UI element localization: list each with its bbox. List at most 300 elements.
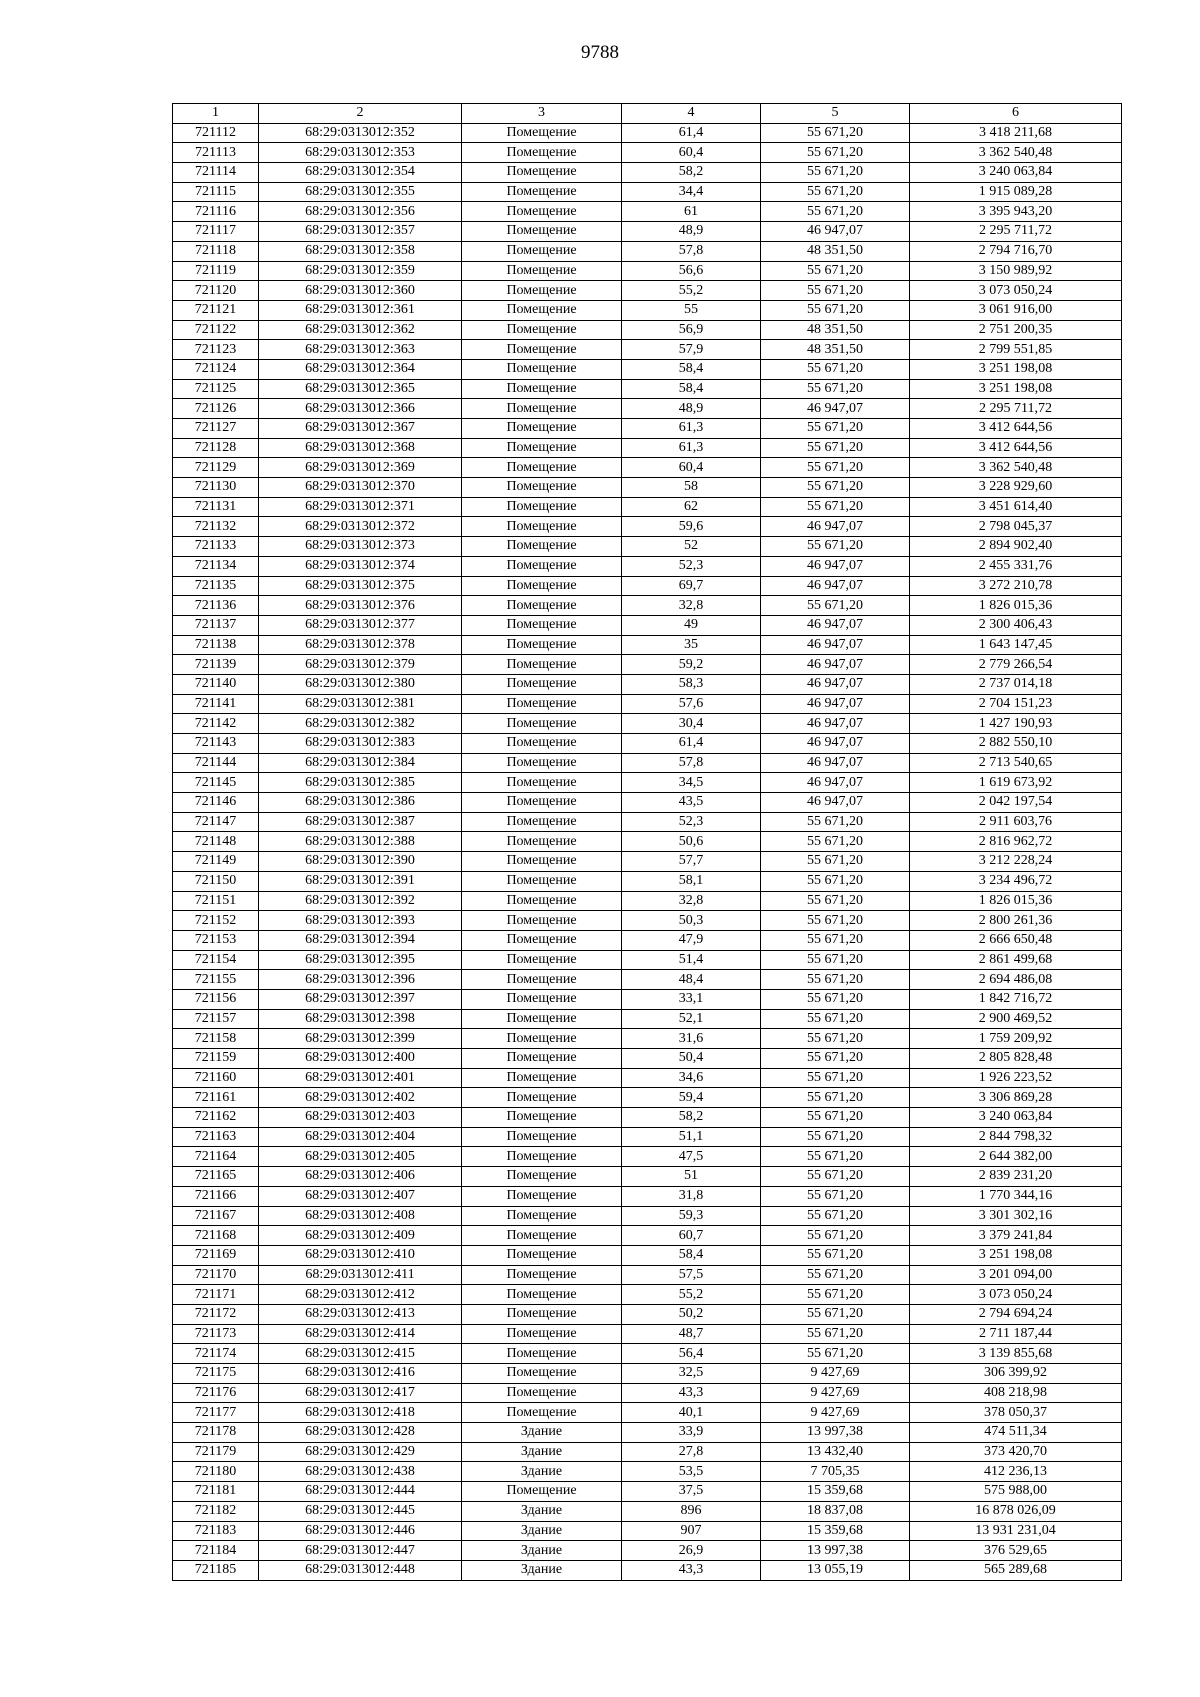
cell-area: 58,4 bbox=[622, 379, 761, 399]
cell-specific-value: 55 671,20 bbox=[761, 812, 910, 832]
cell-number: 721168 bbox=[173, 1226, 259, 1246]
cell-cadastral-number: 68:29:0313012:404 bbox=[259, 1127, 462, 1147]
table-row bbox=[173, 1068, 1122, 1088]
cell-cadastral-number: 68:29:0313012:365 bbox=[259, 379, 462, 399]
cell-area: 59,2 bbox=[622, 655, 761, 675]
cell-number: 721181 bbox=[173, 1482, 259, 1502]
cell-specific-value: 46 947,07 bbox=[761, 615, 910, 635]
cell-area: 57,8 bbox=[622, 753, 761, 773]
cell-specific-value: 46 947,07 bbox=[761, 556, 910, 576]
cell-number: 721185 bbox=[173, 1560, 259, 1580]
cell-cadastral-number: 68:29:0313012:354 bbox=[259, 163, 462, 183]
table-row bbox=[173, 281, 1122, 301]
cell-specific-value: 55 671,20 bbox=[761, 438, 910, 458]
cell-object-type: Помещение bbox=[462, 1009, 622, 1029]
cell-area: 34,5 bbox=[622, 773, 761, 793]
column-header: 2 bbox=[259, 104, 462, 124]
cell-object-type: Помещение bbox=[462, 182, 622, 202]
cell-number: 721175 bbox=[173, 1364, 259, 1384]
cell-cadastral-number: 68:29:0313012:386 bbox=[259, 793, 462, 813]
cell-cadastral-number: 68:29:0313012:411 bbox=[259, 1265, 462, 1285]
table-row bbox=[173, 1324, 1122, 1344]
cell-object-type: Помещение bbox=[462, 1285, 622, 1305]
cell-number: 721160 bbox=[173, 1068, 259, 1088]
cell-object-type: Помещение bbox=[462, 1482, 622, 1502]
cell-cadastral-number: 68:29:0313012:412 bbox=[259, 1285, 462, 1305]
cell-area: 47,5 bbox=[622, 1147, 761, 1167]
cell-area: 907 bbox=[622, 1521, 761, 1541]
cell-cadastral-value: 2 900 469,52 bbox=[910, 1009, 1122, 1029]
table-row bbox=[173, 419, 1122, 439]
cell-number: 721137 bbox=[173, 615, 259, 635]
cell-specific-value: 55 671,20 bbox=[761, 1226, 910, 1246]
table-row bbox=[173, 852, 1122, 872]
cell-area: 60,7 bbox=[622, 1226, 761, 1246]
cell-number: 721154 bbox=[173, 950, 259, 970]
cell-area: 58,4 bbox=[622, 1245, 761, 1265]
registry-table bbox=[172, 103, 1122, 1581]
cell-number: 721178 bbox=[173, 1423, 259, 1443]
cell-area: 30,4 bbox=[622, 714, 761, 734]
cell-cadastral-value: 2 816 962,72 bbox=[910, 832, 1122, 852]
cell-area: 57,7 bbox=[622, 852, 761, 872]
cell-cadastral-number: 68:29:0313012:447 bbox=[259, 1541, 462, 1561]
cell-cadastral-value: 3 240 063,84 bbox=[910, 163, 1122, 183]
cell-area: 60,4 bbox=[622, 143, 761, 163]
cell-cadastral-value: 2 300 406,43 bbox=[910, 615, 1122, 635]
column-header: 6 bbox=[910, 104, 1122, 124]
cell-cadastral-number: 68:29:0313012:395 bbox=[259, 950, 462, 970]
cell-number: 721133 bbox=[173, 537, 259, 557]
cell-cadastral-value: 3 139 855,68 bbox=[910, 1344, 1122, 1364]
table-row bbox=[173, 340, 1122, 360]
cell-object-type: Помещение bbox=[462, 753, 622, 773]
cell-cadastral-value: 3 379 241,84 bbox=[910, 1226, 1122, 1246]
cell-object-type: Помещение bbox=[462, 852, 622, 872]
cell-cadastral-value: 3 251 198,08 bbox=[910, 359, 1122, 379]
cell-specific-value: 46 947,07 bbox=[761, 576, 910, 596]
table-row bbox=[173, 714, 1122, 734]
cell-number: 721184 bbox=[173, 1541, 259, 1561]
cell-object-type: Здание bbox=[462, 1462, 622, 1482]
cell-area: 57,5 bbox=[622, 1265, 761, 1285]
cell-number: 721126 bbox=[173, 399, 259, 419]
cell-specific-value: 13 997,38 bbox=[761, 1541, 910, 1561]
table-row bbox=[173, 1088, 1122, 1108]
cell-number: 721158 bbox=[173, 1029, 259, 1049]
cell-specific-value: 55 671,20 bbox=[761, 497, 910, 517]
cell-cadastral-number: 68:29:0313012:358 bbox=[259, 241, 462, 261]
cell-cadastral-number: 68:29:0313012:402 bbox=[259, 1088, 462, 1108]
cell-cadastral-value: 3 362 540,48 bbox=[910, 458, 1122, 478]
cell-cadastral-value: 373 420,70 bbox=[910, 1442, 1122, 1462]
cell-number: 721113 bbox=[173, 143, 259, 163]
cell-number: 721115 bbox=[173, 182, 259, 202]
cell-object-type: Помещение bbox=[462, 340, 622, 360]
cell-cadastral-value: 1 926 223,52 bbox=[910, 1068, 1122, 1088]
cell-cadastral-value: 13 931 231,04 bbox=[910, 1521, 1122, 1541]
table-row bbox=[173, 202, 1122, 222]
cell-cadastral-number: 68:29:0313012:379 bbox=[259, 655, 462, 675]
cell-area: 48,7 bbox=[622, 1324, 761, 1344]
cell-area: 58,2 bbox=[622, 1108, 761, 1128]
cell-number: 721135 bbox=[173, 576, 259, 596]
cell-number: 721150 bbox=[173, 871, 259, 891]
table-row bbox=[173, 989, 1122, 1009]
cell-area: 896 bbox=[622, 1501, 761, 1521]
cell-cadastral-number: 68:29:0313012:391 bbox=[259, 871, 462, 891]
cell-area: 40,1 bbox=[622, 1403, 761, 1423]
cell-specific-value: 55 671,20 bbox=[761, 1206, 910, 1226]
cell-cadastral-value: 2 894 902,40 bbox=[910, 537, 1122, 557]
cell-cadastral-number: 68:29:0313012:373 bbox=[259, 537, 462, 557]
cell-area: 31,8 bbox=[622, 1186, 761, 1206]
cell-cadastral-value: 2 042 197,54 bbox=[910, 793, 1122, 813]
cell-cadastral-value: 1 759 209,92 bbox=[910, 1029, 1122, 1049]
cell-number: 721165 bbox=[173, 1167, 259, 1187]
cell-cadastral-value: 412 236,13 bbox=[910, 1462, 1122, 1482]
cell-specific-value: 46 947,07 bbox=[761, 517, 910, 537]
cell-object-type: Помещение bbox=[462, 1108, 622, 1128]
table-row bbox=[173, 930, 1122, 950]
cell-cadastral-number: 68:29:0313012:383 bbox=[259, 734, 462, 754]
cell-area: 31,6 bbox=[622, 1029, 761, 1049]
cell-object-type: Помещение bbox=[462, 241, 622, 261]
cell-object-type: Помещение bbox=[462, 1383, 622, 1403]
cell-cadastral-value: 1 826 015,36 bbox=[910, 891, 1122, 911]
cell-specific-value: 9 427,69 bbox=[761, 1383, 910, 1403]
table-row bbox=[173, 182, 1122, 202]
cell-area: 52 bbox=[622, 537, 761, 557]
cell-specific-value: 46 947,07 bbox=[761, 714, 910, 734]
cell-object-type: Помещение bbox=[462, 143, 622, 163]
cell-area: 35 bbox=[622, 635, 761, 655]
table-row bbox=[173, 241, 1122, 261]
cell-cadastral-value: 3 073 050,24 bbox=[910, 1285, 1122, 1305]
cell-object-type: Помещение bbox=[462, 1088, 622, 1108]
cell-object-type: Здание bbox=[462, 1442, 622, 1462]
cell-cadastral-value: 474 511,34 bbox=[910, 1423, 1122, 1443]
cell-object-type: Помещение bbox=[462, 793, 622, 813]
cell-cadastral-number: 68:29:0313012:438 bbox=[259, 1462, 462, 1482]
cell-cadastral-number: 68:29:0313012:360 bbox=[259, 281, 462, 301]
cell-object-type: Здание bbox=[462, 1521, 622, 1541]
cell-area: 32,5 bbox=[622, 1364, 761, 1384]
cell-cadastral-value: 3 251 198,08 bbox=[910, 1245, 1122, 1265]
table-row bbox=[173, 517, 1122, 537]
cell-specific-value: 55 671,20 bbox=[761, 1088, 910, 1108]
cell-number: 721149 bbox=[173, 852, 259, 872]
cell-object-type: Помещение bbox=[462, 222, 622, 242]
cell-number: 721148 bbox=[173, 832, 259, 852]
cell-cadastral-value: 3 412 644,56 bbox=[910, 419, 1122, 439]
cell-specific-value: 48 351,50 bbox=[761, 340, 910, 360]
cell-area: 59,3 bbox=[622, 1206, 761, 1226]
cell-object-type: Помещение bbox=[462, 537, 622, 557]
table-row bbox=[173, 497, 1122, 517]
cell-specific-value: 15 359,68 bbox=[761, 1482, 910, 1502]
table-row bbox=[173, 1265, 1122, 1285]
cell-cadastral-number: 68:29:0313012:394 bbox=[259, 930, 462, 950]
table-row bbox=[173, 1285, 1122, 1305]
cell-cadastral-number: 68:29:0313012:401 bbox=[259, 1068, 462, 1088]
cell-cadastral-number: 68:29:0313012:392 bbox=[259, 891, 462, 911]
cell-area: 55 bbox=[622, 300, 761, 320]
cell-cadastral-value: 2 794 716,70 bbox=[910, 241, 1122, 261]
cell-cadastral-value: 2 779 266,54 bbox=[910, 655, 1122, 675]
cell-area: 52,3 bbox=[622, 556, 761, 576]
cell-number: 721128 bbox=[173, 438, 259, 458]
cell-cadastral-value: 3 212 228,24 bbox=[910, 852, 1122, 872]
cell-cadastral-value: 565 289,68 bbox=[910, 1560, 1122, 1580]
cell-area: 51,4 bbox=[622, 950, 761, 970]
cell-cadastral-number: 68:29:0313012:397 bbox=[259, 989, 462, 1009]
cell-area: 55,2 bbox=[622, 1285, 761, 1305]
cell-cadastral-value: 1 826 015,36 bbox=[910, 596, 1122, 616]
cell-cadastral-number: 68:29:0313012:407 bbox=[259, 1186, 462, 1206]
cell-object-type: Помещение bbox=[462, 399, 622, 419]
cell-number: 721170 bbox=[173, 1265, 259, 1285]
cell-number: 721146 bbox=[173, 793, 259, 813]
cell-specific-value: 46 947,07 bbox=[761, 399, 910, 419]
table-row bbox=[173, 674, 1122, 694]
cell-cadastral-value: 2 844 798,32 bbox=[910, 1127, 1122, 1147]
table-row bbox=[173, 1364, 1122, 1384]
cell-cadastral-number: 68:29:0313012:377 bbox=[259, 615, 462, 635]
cell-cadastral-value: 2 737 014,18 bbox=[910, 674, 1122, 694]
cell-object-type: Помещение bbox=[462, 674, 622, 694]
cell-area: 61,4 bbox=[622, 734, 761, 754]
cell-cadastral-value: 2 704 151,23 bbox=[910, 694, 1122, 714]
cell-cadastral-number: 68:29:0313012:375 bbox=[259, 576, 462, 596]
cell-cadastral-value: 2 694 486,08 bbox=[910, 970, 1122, 990]
cell-object-type: Помещение bbox=[462, 1049, 622, 1069]
cell-specific-value: 46 947,07 bbox=[761, 635, 910, 655]
cell-object-type: Помещение bbox=[462, 261, 622, 281]
cell-cadastral-number: 68:29:0313012:372 bbox=[259, 517, 462, 537]
table-row bbox=[173, 1442, 1122, 1462]
cell-area: 43,3 bbox=[622, 1560, 761, 1580]
cell-object-type: Помещение bbox=[462, 1245, 622, 1265]
cell-area: 33,1 bbox=[622, 989, 761, 1009]
cell-number: 721132 bbox=[173, 517, 259, 537]
cell-number: 721161 bbox=[173, 1088, 259, 1108]
cell-cadastral-value: 3 362 540,48 bbox=[910, 143, 1122, 163]
cell-specific-value: 55 671,20 bbox=[761, 1245, 910, 1265]
cell-number: 721118 bbox=[173, 241, 259, 261]
cell-area: 37,5 bbox=[622, 1482, 761, 1502]
cell-cadastral-number: 68:29:0313012:413 bbox=[259, 1304, 462, 1324]
cell-cadastral-number: 68:29:0313012:415 bbox=[259, 1344, 462, 1364]
cell-object-type: Помещение bbox=[462, 438, 622, 458]
cell-specific-value: 13 055,19 bbox=[761, 1560, 910, 1580]
cell-number: 721155 bbox=[173, 970, 259, 990]
cell-area: 51,1 bbox=[622, 1127, 761, 1147]
cell-specific-value: 55 671,20 bbox=[761, 1186, 910, 1206]
cell-specific-value: 55 671,20 bbox=[761, 202, 910, 222]
cell-cadastral-value: 2 713 540,65 bbox=[910, 753, 1122, 773]
cell-object-type: Помещение bbox=[462, 379, 622, 399]
cell-cadastral-number: 68:29:0313012:393 bbox=[259, 911, 462, 931]
cell-number: 721116 bbox=[173, 202, 259, 222]
cell-object-type: Помещение bbox=[462, 123, 622, 143]
table-row bbox=[173, 1403, 1122, 1423]
cell-area: 48,9 bbox=[622, 222, 761, 242]
cell-number: 721117 bbox=[173, 222, 259, 242]
cell-number: 721138 bbox=[173, 635, 259, 655]
cell-object-type: Помещение bbox=[462, 1403, 622, 1423]
cell-cadastral-number: 68:29:0313012:376 bbox=[259, 596, 462, 616]
cell-number: 721166 bbox=[173, 1186, 259, 1206]
table-row bbox=[173, 891, 1122, 911]
cell-area: 61,4 bbox=[622, 123, 761, 143]
cell-cadastral-value: 2 644 382,00 bbox=[910, 1147, 1122, 1167]
cell-specific-value: 18 837,08 bbox=[761, 1501, 910, 1521]
cell-object-type: Помещение bbox=[462, 891, 622, 911]
table-row bbox=[173, 320, 1122, 340]
cell-number: 721159 bbox=[173, 1049, 259, 1069]
cell-object-type: Помещение bbox=[462, 1304, 622, 1324]
cell-cadastral-value: 1 643 147,45 bbox=[910, 635, 1122, 655]
cell-specific-value: 55 671,20 bbox=[761, 419, 910, 439]
cell-area: 27,8 bbox=[622, 1442, 761, 1462]
table-row bbox=[173, 615, 1122, 635]
cell-object-type: Помещение bbox=[462, 458, 622, 478]
cell-area: 58,2 bbox=[622, 163, 761, 183]
cell-specific-value: 46 947,07 bbox=[761, 674, 910, 694]
cell-specific-value: 55 671,20 bbox=[761, 911, 910, 931]
cell-area: 26,9 bbox=[622, 1541, 761, 1561]
cell-area: 62 bbox=[622, 497, 761, 517]
cell-number: 721163 bbox=[173, 1127, 259, 1147]
cell-specific-value: 55 671,20 bbox=[761, 1049, 910, 1069]
cell-object-type: Здание bbox=[462, 1560, 622, 1580]
cell-number: 721174 bbox=[173, 1344, 259, 1364]
cell-specific-value: 55 671,20 bbox=[761, 163, 910, 183]
cell-specific-value: 46 947,07 bbox=[761, 793, 910, 813]
cell-cadastral-number: 68:29:0313012:382 bbox=[259, 714, 462, 734]
table-row bbox=[173, 359, 1122, 379]
table-row bbox=[173, 1127, 1122, 1147]
cell-cadastral-number: 68:29:0313012:408 bbox=[259, 1206, 462, 1226]
cell-number: 721121 bbox=[173, 300, 259, 320]
cell-specific-value: 55 671,20 bbox=[761, 300, 910, 320]
cell-cadastral-value: 3 061 916,00 bbox=[910, 300, 1122, 320]
cell-cadastral-number: 68:29:0313012:380 bbox=[259, 674, 462, 694]
cell-area: 53,5 bbox=[622, 1462, 761, 1482]
cell-specific-value: 7 705,35 bbox=[761, 1462, 910, 1482]
cell-cadastral-number: 68:29:0313012:367 bbox=[259, 419, 462, 439]
cell-object-type: Помещение bbox=[462, 773, 622, 793]
cell-area: 52,1 bbox=[622, 1009, 761, 1029]
cell-cadastral-value: 3 272 210,78 bbox=[910, 576, 1122, 596]
cell-number: 721125 bbox=[173, 379, 259, 399]
cell-cadastral-value: 3 306 869,28 bbox=[910, 1088, 1122, 1108]
cell-specific-value: 9 427,69 bbox=[761, 1364, 910, 1384]
cell-cadastral-value: 2 711 187,44 bbox=[910, 1324, 1122, 1344]
cell-cadastral-value: 3 395 943,20 bbox=[910, 202, 1122, 222]
table-row bbox=[173, 1206, 1122, 1226]
cell-cadastral-value: 3 251 198,08 bbox=[910, 379, 1122, 399]
cell-number: 721120 bbox=[173, 281, 259, 301]
cell-cadastral-number: 68:29:0313012:362 bbox=[259, 320, 462, 340]
table-row bbox=[173, 1049, 1122, 1069]
cell-area: 34,6 bbox=[622, 1068, 761, 1088]
cell-cadastral-number: 68:29:0313012:406 bbox=[259, 1167, 462, 1187]
cell-area: 43,3 bbox=[622, 1383, 761, 1403]
cell-number: 721153 bbox=[173, 930, 259, 950]
cell-number: 721139 bbox=[173, 655, 259, 675]
cell-cadastral-value: 2 839 231,20 bbox=[910, 1167, 1122, 1187]
cell-specific-value: 55 671,20 bbox=[761, 1009, 910, 1029]
cell-number: 721177 bbox=[173, 1403, 259, 1423]
cell-number: 721127 bbox=[173, 419, 259, 439]
cell-number: 721131 bbox=[173, 497, 259, 517]
cell-area: 48,4 bbox=[622, 970, 761, 990]
cell-cadastral-value: 1 842 716,72 bbox=[910, 989, 1122, 1009]
table-row bbox=[173, 123, 1122, 143]
table-row bbox=[173, 163, 1122, 183]
cell-specific-value: 46 947,07 bbox=[761, 734, 910, 754]
cell-cadastral-value: 2 800 261,36 bbox=[910, 911, 1122, 931]
cell-cadastral-value: 1 915 089,28 bbox=[910, 182, 1122, 202]
cell-area: 61 bbox=[622, 202, 761, 222]
cell-specific-value: 46 947,07 bbox=[761, 222, 910, 242]
cell-cadastral-value: 2 911 603,76 bbox=[910, 812, 1122, 832]
table-row bbox=[173, 970, 1122, 990]
column-header: 5 bbox=[761, 104, 910, 124]
table-row bbox=[173, 537, 1122, 557]
cell-object-type: Помещение bbox=[462, 714, 622, 734]
table-row bbox=[173, 1167, 1122, 1187]
cell-cadastral-value: 2 666 650,48 bbox=[910, 930, 1122, 950]
cell-specific-value: 55 671,20 bbox=[761, 1127, 910, 1147]
cell-specific-value: 55 671,20 bbox=[761, 182, 910, 202]
cell-object-type: Помещение bbox=[462, 655, 622, 675]
cell-specific-value: 55 671,20 bbox=[761, 852, 910, 872]
cell-area: 57,6 bbox=[622, 694, 761, 714]
cell-object-type: Помещение bbox=[462, 1167, 622, 1187]
cell-specific-value: 48 351,50 bbox=[761, 320, 910, 340]
cell-area: 61,3 bbox=[622, 419, 761, 439]
table-row bbox=[173, 1029, 1122, 1049]
cell-cadastral-value: 3 301 302,16 bbox=[910, 1206, 1122, 1226]
cell-cadastral-value: 1 770 344,16 bbox=[910, 1186, 1122, 1206]
cell-cadastral-number: 68:29:0313012:371 bbox=[259, 497, 462, 517]
cell-cadastral-value: 2 805 828,48 bbox=[910, 1049, 1122, 1069]
cell-specific-value: 46 947,07 bbox=[761, 773, 910, 793]
cell-area: 57,9 bbox=[622, 340, 761, 360]
cell-object-type: Помещение bbox=[462, 812, 622, 832]
cell-cadastral-value: 3 418 211,68 bbox=[910, 123, 1122, 143]
cell-cadastral-value: 2 794 694,24 bbox=[910, 1304, 1122, 1324]
cell-specific-value: 55 671,20 bbox=[761, 930, 910, 950]
cell-object-type: Помещение bbox=[462, 1364, 622, 1384]
cell-number: 721142 bbox=[173, 714, 259, 734]
cell-area: 56,6 bbox=[622, 261, 761, 281]
cell-number: 721143 bbox=[173, 734, 259, 754]
cell-area: 59,6 bbox=[622, 517, 761, 537]
cell-area: 56,9 bbox=[622, 320, 761, 340]
cell-area: 32,8 bbox=[622, 891, 761, 911]
cell-object-type: Помещение bbox=[462, 320, 622, 340]
cell-object-type: Помещение bbox=[462, 911, 622, 931]
cell-cadastral-number: 68:29:0313012:418 bbox=[259, 1403, 462, 1423]
cell-cadastral-number: 68:29:0313012:352 bbox=[259, 123, 462, 143]
table-row bbox=[173, 871, 1122, 891]
cell-number: 721122 bbox=[173, 320, 259, 340]
cell-cadastral-value: 2 799 551,85 bbox=[910, 340, 1122, 360]
